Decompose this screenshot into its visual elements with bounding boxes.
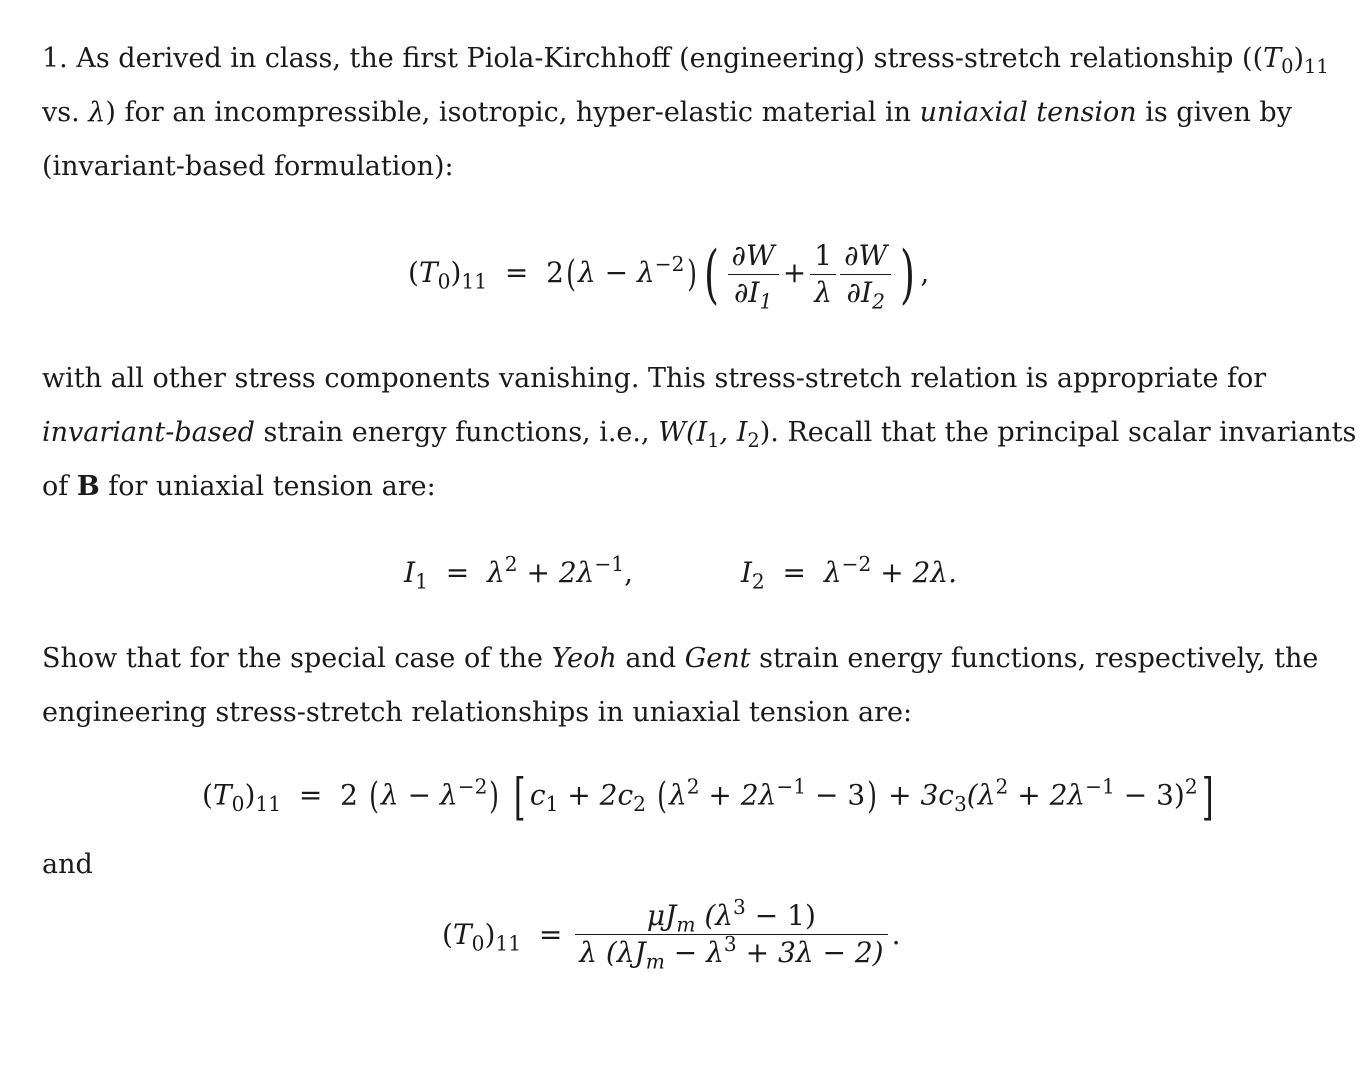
para2-line-2: invariant-based strain energy functions, i.e., $W(I_1$, $I_2$). Recall that the principal scalar invariants (42, 417, 1357, 453)
problem-number: 1. (42, 43, 68, 74)
intro-line-2: vs. λ) for an incompressible, isotropic, hyper-elastic material in uniaxial tension is given by (42, 97, 1292, 128)
para3-line-1: Show that for the special case of the Yeoh and Gent strain energy functions, respectively, the (42, 643, 1319, 674)
equation-stress-stretch-invariant: $(T_0)_{11} = 2(\lambda - \lambda^{-2})$ ( $\frac{\partial W}{\partial I_1}$ + $\frac{1}{\lambda}$ $\frac{\partial W}{\partial I_2}$ ) , (408, 237, 930, 314)
intro-paragraph (42, 32, 1329, 194)
and-word: and (42, 849, 93, 880)
equation-yeoh: $(T_0)_{11} = 2$ $(\lambda - \lambda^{-2})$ [ $c_1 + 2c_2$ $(\lambda^2 + 2\lambda^{-1} - 3) + 3c_3(\lambda^2 + 2\lambda^{-1} - 3)^2$] (202, 768, 1214, 826)
and-paragraph (42, 838, 1262, 892)
fraction-one-over-lambda: $\frac{1}{\lambda}$ (810, 238, 836, 311)
para3-line-2: engineering stress-stretch relationships in uniaxial tension are: (42, 697, 913, 728)
equation-gent: $(T_0)_{11}$ = $\frac{\mu J_m (\lambda^3 - 1)}{\lambda (\lambda J_m - \lambda^3 + 3\lambda - 2)}$ . (442, 894, 901, 974)
fraction-gent: $\frac{\mu J_m (\lambda^3 - 1)}{\lambda (\lambda J_m - \lambda^3 + 3\lambda - 2)}$ (575, 898, 887, 971)
invariants-paragraph (42, 352, 1357, 514)
intro-line-3: (invariant-based formulation): (42, 151, 454, 182)
fraction-dW-dI1: $\frac{\partial W}{\partial I_1}$ (728, 238, 779, 311)
para2-line-1: with all other stress components vanishing. This stress-stretch relation is appropriate for (42, 363, 1267, 394)
para2-line-3: of B for uniaxial tension are: (42, 471, 436, 502)
fraction-dW-dI2: $\frac{\partial W}{\partial I_2}$ (840, 238, 891, 311)
intro-line-1: 1. As derived in class, the first Piola-Kirchhoff (engineering) stress-stretch relationship ($(T_0)_{11}$ (42, 43, 1329, 79)
task-paragraph (42, 632, 1319, 740)
equation-invariants: $I_1 = \lambda^2 + 2\lambda^{-1}$, $I_2 = \lambda^{-2} + 2\lambda$. (404, 551, 958, 594)
